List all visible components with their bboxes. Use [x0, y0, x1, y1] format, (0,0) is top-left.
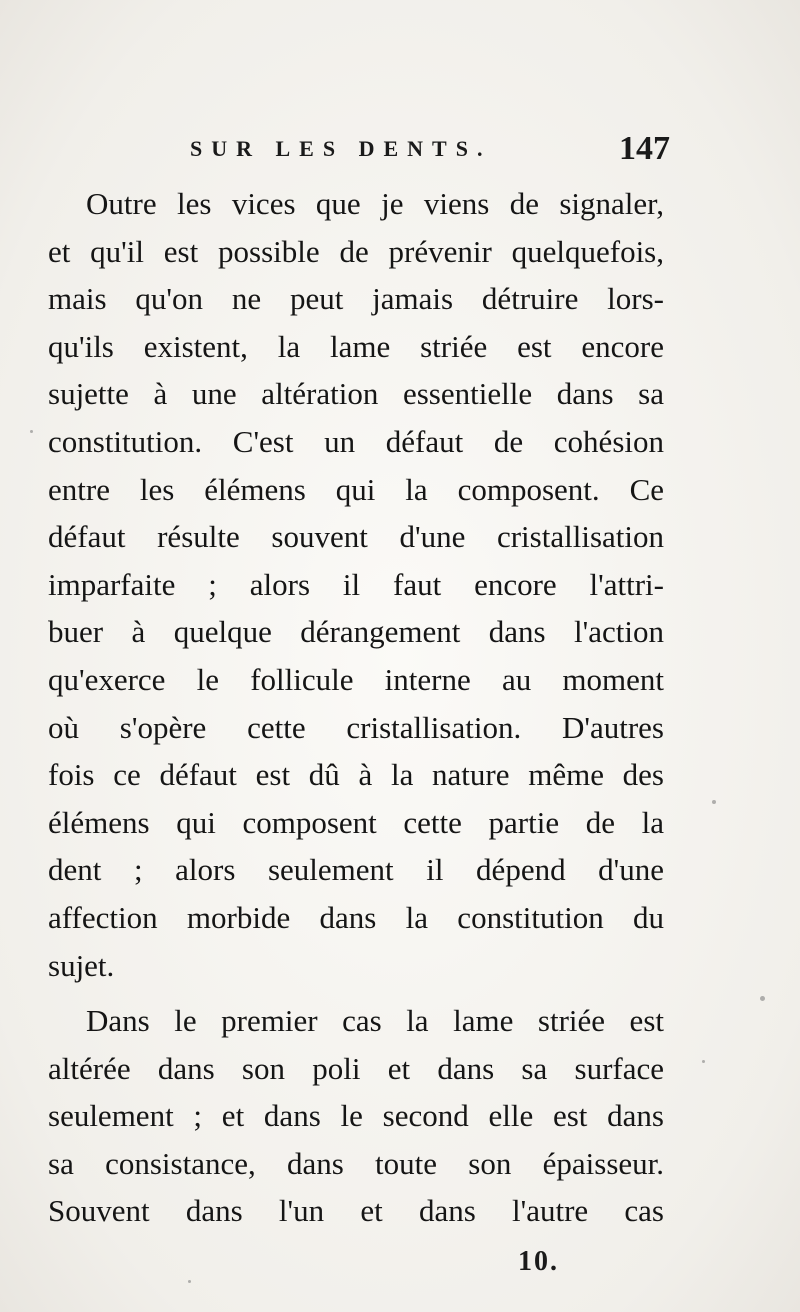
- text-line: Dans le premier cas la lame striée est: [86, 1003, 664, 1039]
- paper-speck: [712, 800, 716, 804]
- text-line: qu'exerce le follicule interne au moment: [48, 661, 664, 697]
- text-line: Souvent dans l'un et dans l'autre cas: [48, 1193, 664, 1229]
- text-line: seulement ; et dans le second elle est dans: [48, 1098, 664, 1134]
- running-head: [190, 132, 670, 172]
- text-line: entre les élémens qui la composent. Ce: [48, 471, 664, 507]
- text-line: buer à quelque dérangement dans l'action: [48, 614, 664, 650]
- text-line: où s'opère cette cristallisation. D'autres: [48, 709, 664, 745]
- text-line: mais qu'on ne peut jamais détruire lors-: [48, 281, 664, 317]
- paper-speck: [30, 430, 33, 433]
- text-line: et qu'il est possible de prévenir quelquefois,: [48, 233, 664, 269]
- text-line: sujet.: [48, 947, 115, 983]
- paper-speck: [760, 996, 765, 1001]
- text-line: fois ce défaut est dû à la nature même des: [48, 757, 664, 793]
- text-line: défaut résulte souvent d'une cristallisation: [48, 519, 664, 555]
- text-line: dent ; alors seulement il dépend d'une: [48, 852, 664, 888]
- body-text: [48, 180, 664, 1235]
- page-number: 147: [619, 130, 670, 167]
- running-title: SUR LES DENTS.: [190, 136, 492, 161]
- text-line: Outre les vices que je viens de signaler,: [86, 186, 664, 221]
- text-line: constitution. C'est un défaut de cohésion: [48, 423, 664, 459]
- text-line: altérée dans son poli et dans sa surface: [48, 1050, 664, 1086]
- text-line: affection morbide dans la constitution du: [48, 899, 664, 935]
- text-line: sa consistance, dans toute son épaisseur.: [48, 1145, 664, 1181]
- text-line: élémens qui composent cette partie de la: [48, 804, 664, 840]
- text-line: sujette à une altération essentielle dans sa: [48, 376, 664, 412]
- text-line: imparfaite ; alors il faut encore l'attri-: [48, 566, 664, 602]
- text-line: qu'ils existent, la lame striée est encore: [48, 328, 664, 364]
- paper-speck: [702, 1060, 705, 1063]
- paper-speck: [188, 1280, 191, 1283]
- signature-mark: 10.: [518, 1246, 559, 1277]
- paragraph-gap: [48, 989, 664, 997]
